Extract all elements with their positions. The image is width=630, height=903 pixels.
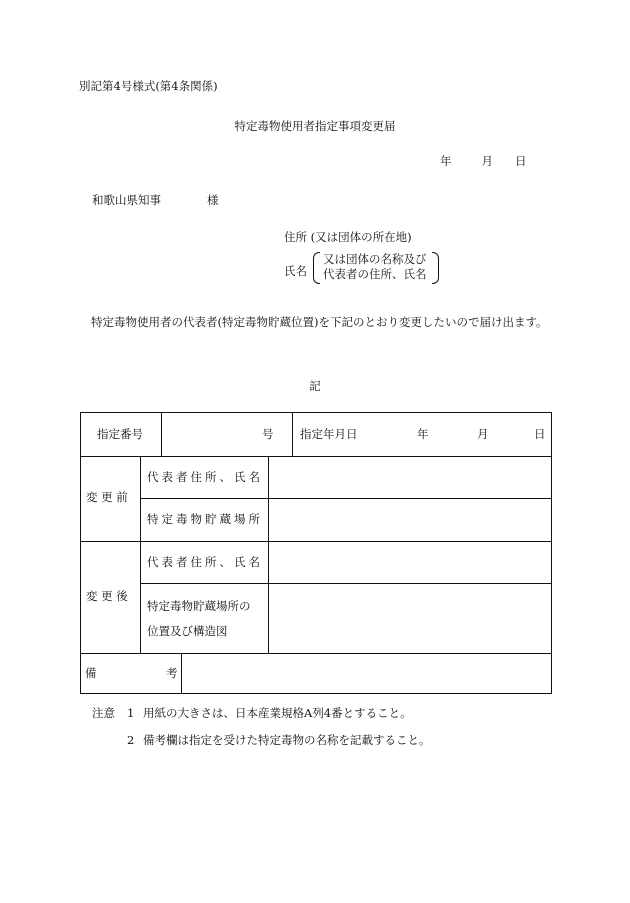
- table-rule: [292, 413, 293, 456]
- form-title: 特定毒物使用者指定事項変更届: [234, 119, 396, 133]
- right-bracket: [432, 252, 439, 284]
- table-rule: [140, 498, 551, 499]
- addressee-name: 和歌山県知事: [92, 193, 161, 207]
- before-representative-label: 代表者住所、氏名: [147, 470, 263, 484]
- note-item: [127, 708, 412, 720]
- remarks-label-first: 備: [85, 666, 97, 680]
- designation-date-month: 月: [477, 427, 489, 441]
- before-storage-place-label: 特定毒物貯蔵場所: [147, 512, 263, 526]
- applicant-name-label: 氏名: [284, 264, 307, 278]
- applicant-name-note: [313, 252, 439, 282]
- after-storage-location-line1: 特定毒物貯蔵場所の: [147, 599, 251, 613]
- designation-date-year: 年: [417, 427, 429, 441]
- table-rule: [81, 456, 551, 457]
- ki-heading: 記: [309, 379, 321, 393]
- date-year-label: 年: [440, 154, 452, 168]
- table-rule: [81, 541, 551, 542]
- form-number: 別記第4号様式(第4条関係): [79, 79, 218, 93]
- table-rule: [181, 653, 182, 693]
- notes-title: 注意: [92, 706, 115, 720]
- table-rule: [268, 456, 269, 653]
- after-change-label: 変 更 後: [86, 589, 128, 603]
- note-text: 備考欄は指定を受けた特定毒物の名称を記載すること。: [143, 733, 431, 747]
- left-bracket: [313, 252, 320, 284]
- name-note-line1: 又は団体の名称及び: [323, 252, 427, 266]
- remarks-label-second: 考: [166, 666, 178, 680]
- designation-number-label: 指定番号: [97, 427, 143, 441]
- table-rule: [161, 413, 162, 456]
- note-text: 用紙の大きさは、日本産業規格A列4番とすること。: [143, 706, 412, 720]
- addressee-honorific: 様: [207, 193, 219, 207]
- designation-date-day: 日: [534, 427, 546, 441]
- note-number: 2: [127, 733, 135, 747]
- table-rule: [140, 583, 551, 584]
- date-day-label: 日: [515, 154, 527, 168]
- after-storage-location-line2: 位置及び構造図: [147, 624, 228, 638]
- name-note-line2: 代表者の住所、氏名: [323, 267, 427, 281]
- number-suffix: 号: [262, 427, 274, 441]
- designation-date-label: 指定年月日: [300, 427, 358, 441]
- table-rule: [140, 456, 141, 653]
- statement-text: 特定毒物使用者の代表者(特定毒物貯蔵位置)を下記のとおり変更したいので届け出ます。: [91, 315, 548, 329]
- addressee: [92, 195, 219, 207]
- form-table: [80, 412, 552, 694]
- table-rule: [81, 653, 551, 654]
- note-item: [127, 735, 431, 747]
- before-change-label: 変 更 前: [86, 490, 128, 504]
- date-month-label: 月: [481, 154, 493, 168]
- submission-date: [440, 156, 527, 168]
- applicant-address-label: 住所 (又は団体の所在地): [284, 230, 412, 244]
- note-number: 1: [127, 706, 135, 720]
- after-representative-label: 代表者住所、氏名: [147, 555, 263, 569]
